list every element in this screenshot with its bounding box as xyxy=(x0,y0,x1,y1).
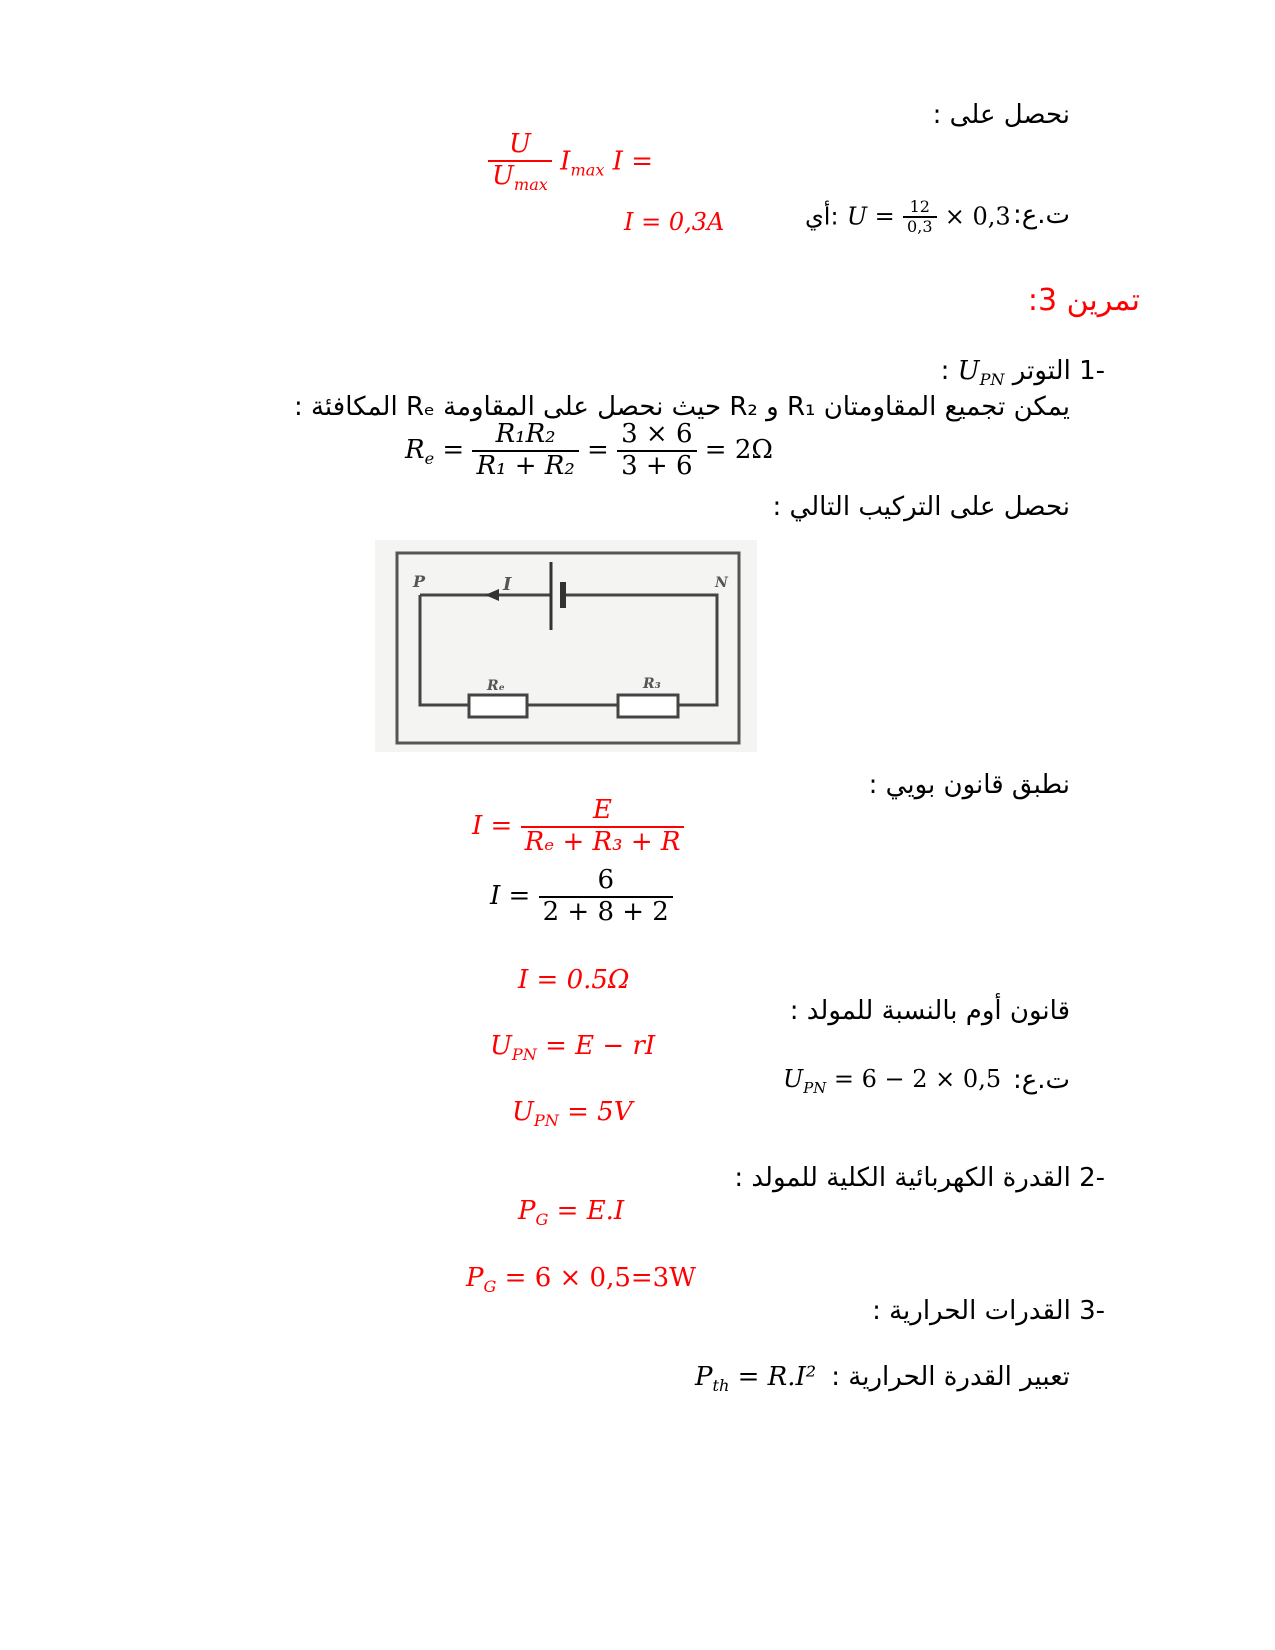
upn-result: $U_{PN} = 5V$ xyxy=(512,1097,633,1131)
eq2-ay: أي: xyxy=(805,202,839,231)
re-den2: 3 + 6 xyxy=(617,450,696,482)
te-label-2: ت.ع: xyxy=(1012,1065,1070,1095)
upn-numeric: $U_{PN} = 6 - 2 \times 0,5$ xyxy=(783,1065,1002,1097)
label-p: P xyxy=(413,572,426,591)
pg-formula: $P_G = E.I$ xyxy=(518,1196,625,1230)
resistor-r3 xyxy=(618,695,678,717)
pg-result: $P_G = 6 \times 0,5=3W$ xyxy=(466,1263,696,1297)
eq3-current-result: I = 0,3A xyxy=(624,208,725,236)
pouillet-num: E xyxy=(593,795,613,825)
q1-label-text: -1 التوتر xyxy=(1012,356,1105,386)
eq1-numerator: U xyxy=(508,129,531,159)
eq2: أي: U = $\frac{12}{0,3}$ × 0,3 xyxy=(805,197,1011,237)
equivalent-resistance-equation: $R_e$ = $\frac{\text{R₁R₂}}{\text{R₁ + R₂}}$ = $\frac{3 \times 6}{3 + 6}$ = 2Ω xyxy=(405,419,773,481)
pouillet-formula xyxy=(472,796,684,858)
pouillet-text: نطبق قانون بويي : xyxy=(868,770,1070,800)
q1-colon: : xyxy=(940,356,950,386)
eq1-tail-i: I xyxy=(560,146,571,177)
eq2-frac-num: 12 xyxy=(909,197,930,216)
setup-text: نحصل على التركيب التالي : xyxy=(772,492,1070,522)
pouillet-lhs: I = xyxy=(472,810,513,841)
pg-result-rhs: = 6 × 0,5=3W xyxy=(504,1263,696,1293)
eq1-tail-sub: max xyxy=(570,160,605,180)
pouillet-num-lhs: I = xyxy=(490,880,531,911)
re-result: = 2Ω xyxy=(704,434,773,465)
circuit-background xyxy=(375,540,757,752)
re-den: R₁ + R₂ xyxy=(472,450,578,482)
pouillet-num-den: 2 + 8 + 2 xyxy=(539,896,673,928)
pouillet-num-num: 6 xyxy=(597,865,614,895)
equation-current-ratio xyxy=(488,130,653,195)
label-re: Rₑ xyxy=(487,678,505,694)
eq1-tail-rest: I = xyxy=(612,146,653,177)
current-result: I = 0.5Ω xyxy=(518,965,630,995)
pouillet-den: Rₑ + R₃ + R xyxy=(521,826,685,858)
question-3-label: -3 القدرات الحرارية : xyxy=(872,1296,1105,1326)
upn-formula-rhs: = E − rI xyxy=(545,1031,656,1061)
pth-formula-rhs: = R.I² xyxy=(737,1362,817,1392)
pth-formula: $P_{th} = R.I^2$ xyxy=(695,1362,817,1396)
equivalent-resistance-text: يمكن تجميع المقاومتان R₁ و R₂ حيث نحصل على المقاومة Rₑ المكافئة : xyxy=(293,392,1070,422)
ohm-law-text: قانون أوم بالنسبة للمولد : xyxy=(789,996,1070,1026)
exercise-title: تمرين 3: xyxy=(1027,283,1140,318)
upn-numeric-rhs: = 6 − 2 × 0,5 xyxy=(833,1065,1002,1093)
pg-formula-rhs: = E.I xyxy=(556,1196,625,1226)
question-1-label xyxy=(941,356,1105,389)
upn-result-rhs: = 5V xyxy=(567,1097,633,1127)
label-i: I xyxy=(503,574,512,595)
resistor-re xyxy=(469,695,527,717)
re-lhs: R xyxy=(405,434,425,465)
re-lhs-sub: e xyxy=(424,449,435,469)
numeric-application-1 xyxy=(1013,200,1070,230)
intro-line: نحصل على : xyxy=(932,100,1070,130)
upn-formula: $U_{PN} = E$ − rI xyxy=(490,1031,656,1065)
label-n: N xyxy=(715,575,728,591)
q1-var-sub: PN xyxy=(979,370,1005,390)
re-num2: 3 × 6 xyxy=(621,419,693,449)
label-r3: R₃ xyxy=(643,676,661,692)
pouillet-numeric xyxy=(490,866,673,928)
numeric-application-2 xyxy=(1013,1065,1070,1095)
q1-var: U xyxy=(957,356,980,386)
pth-label: تعبير القدرة الحرارية : xyxy=(831,1362,1070,1392)
te-label-1: ت.ع: xyxy=(1012,200,1070,230)
eq1-den-sub: max xyxy=(513,175,548,195)
question-2-label: -2 القدرة الكهربائية الكلية للمولد : xyxy=(734,1163,1105,1193)
eq2-frac-den: 0,3 xyxy=(903,216,936,236)
re-num: R₁R₂ xyxy=(495,419,556,449)
circuit-diagram xyxy=(375,540,757,752)
eq1-denominator: U xyxy=(492,160,514,191)
